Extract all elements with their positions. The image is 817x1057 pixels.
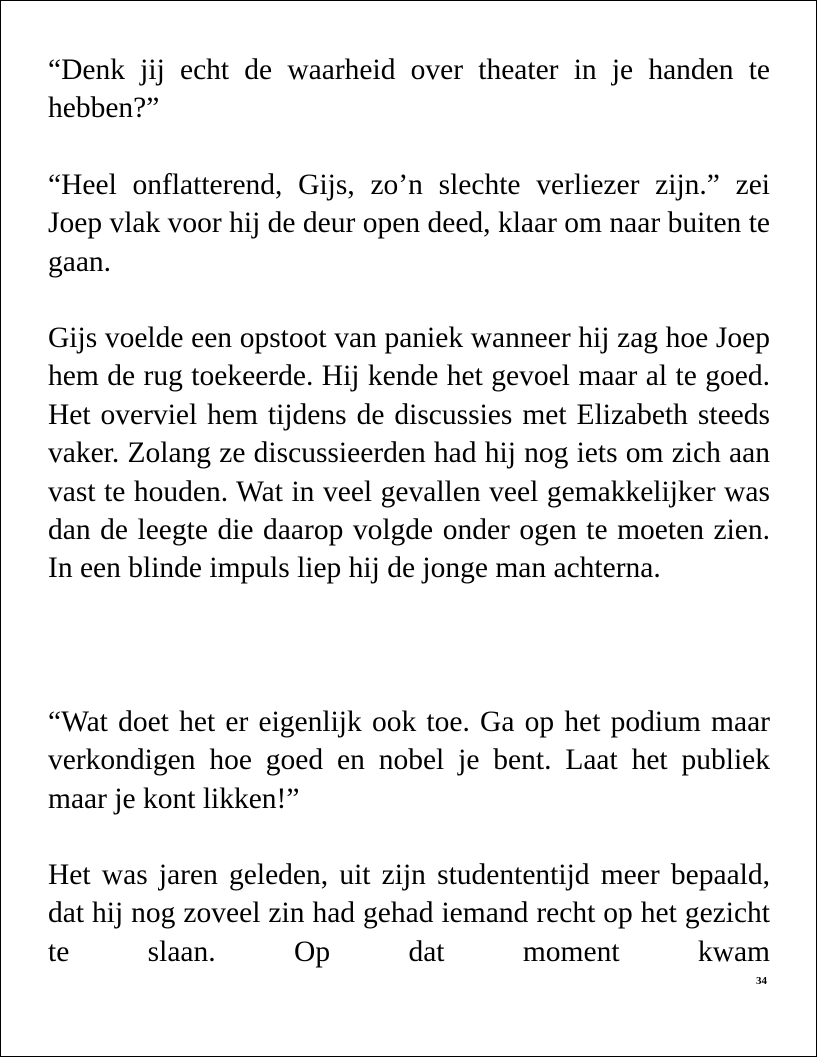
page-number: 34: [756, 975, 767, 987]
paragraph-dialogue-verliezer: “Heel onflatterend, Gijs, zo’n slechte verliezer zijn.” zei Joep vlak voor hij de deur open deed, klaar om naar buiten te gaan.: [48, 169, 770, 278]
paragraph-dialogue-podium: “Wat doet het er eigenlijk ook toe. Ga op het podium maar verkondigen hoe goed en nobel je bent. Laat het publiek maar je kont likken!”: [48, 706, 770, 815]
paragraph-narration-studententijd: Het was jaren geleden, uit zijn studententijd meer bepaald, dat hij nog zoveel zin had gehad iemand recht op het gezicht te slaan. Op dat moment kwam: [48, 859, 770, 968]
paragraph-narration-paniek: Gijs voelde een opstoot van paniek wanneer hij zag hoe Joep hem de rug toekeerde. Hij kende het gevoel maar al te goed. Het overviel hem tijdens de discussies met Elizabeth steeds vaker. Zolang ze discussieerden had hij nog iets om zich aan vast te houden. Wat in veel gevallen veel gemakkelijker was dan de leegte die daarop volgde onder ogen te moeten zien. In een blinde impuls liep hij de jonge man achterna.: [48, 322, 770, 585]
paragraph-dialogue-theater: “Denk jij echt de waarheid over theater in je handen te hebben?”: [48, 54, 770, 125]
